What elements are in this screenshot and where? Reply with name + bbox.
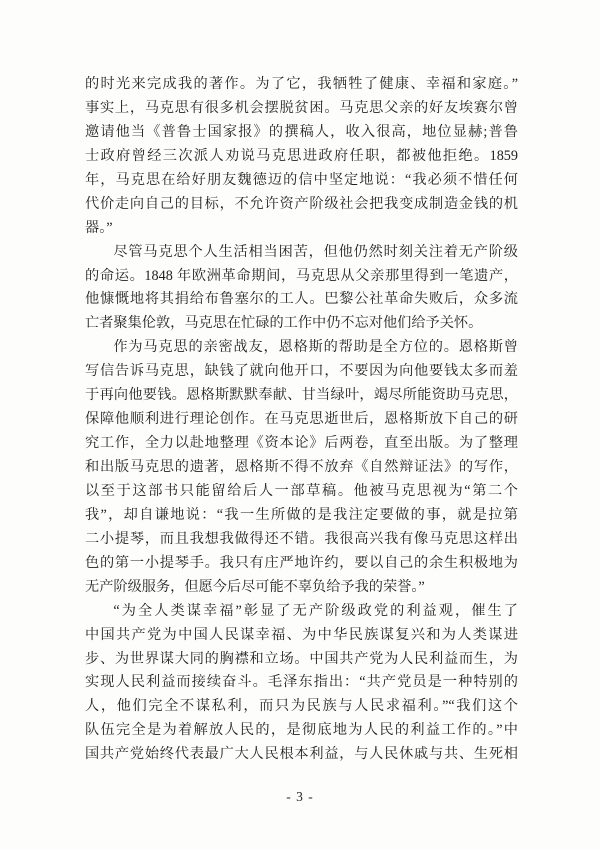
text-line: 作为马克思的亲密战友，恩格斯的帮助是全方位的。恩格斯曾 xyxy=(113,339,518,356)
text-line: 事实上，马克思有很多机会摆脱贫困。马克思父亲的好友埃赛尔曾 xyxy=(85,99,518,116)
text-line: 实现人民利益而接续奋斗。毛泽东指出：“共产党员是一种特别的 xyxy=(85,674,518,691)
text-line: 代价走向自己的目标，不允许资产阶级社会把我变成制造金钱的机 xyxy=(85,195,518,212)
text-line: 士政府曾经三次派人劝说马克思进政府任职，都被他拒绝。1859 xyxy=(85,147,518,164)
text-line: 他慷慨地将其捐给布鲁塞尔的工人。巴黎公社革命失败后，众多流 xyxy=(85,291,518,308)
text-line: 国共产党始终代表最广大人民根本利益，与人民休戚与共、生死相 xyxy=(85,746,518,763)
text-line: 二小提琴，而且我想我做得还不错。我很高兴我有像马克思这样出 xyxy=(85,530,518,547)
page-number: - 3 - xyxy=(286,789,314,804)
document-body xyxy=(85,73,518,767)
text-line: 以至于这部书只能留给后人一部草稿。他被马克思视为“第二个 xyxy=(85,482,518,499)
text-line: 无产阶级服务，但愿今后尽可能不辜负给予我的荣誉。” xyxy=(85,578,425,595)
text-line: 保障他顺利进行理论创作。在马克思逝世后，恩格斯放下自己的研 xyxy=(85,411,518,428)
text-line: 和出版马克思的遗著，恩格斯不得不放弃《自然辩证法》的写作， xyxy=(85,459,518,475)
text-line: 中国共产党为中国人民谋幸福、为中华民族谋复兴和为人类谋进 xyxy=(85,626,518,643)
text-line: 队伍完全是为着解放人民的，是彻底地为人民的利益工作的。”中 xyxy=(85,722,518,739)
text-line: 年，马克思在给好朋友魏德迈的信中坚定地说：“我必须不惜任何 xyxy=(85,171,518,188)
text-line: 人，他们完全不谋私利，而只为民族与人民求福利。”“我们这个 xyxy=(85,698,518,715)
text-line: 步、为世界谋大同的胸襟和立场。中国共产党为人民利益而生，为 xyxy=(85,650,518,667)
text-line: 亡者聚集伦敦，马克思在忙碌的工作中仍不忘对他们给予关怀。 xyxy=(85,315,483,332)
text-line: 我”，却自谦地说：“我一生所做的是我注定要做的事，就是拉第 xyxy=(85,506,518,523)
text-line: 尽管马克思个人生活相当困苦，但他仍然时刻关注着无产阶级 xyxy=(113,243,518,260)
text-line: 的时光来完成我的著作。为了它，我牺牲了健康、幸福和家庭。” xyxy=(85,76,518,92)
text-line: 色的第一小提琴手。我只有庄严地许约，要以自己的余生积极地为 xyxy=(85,554,518,571)
text-line: 器。” xyxy=(85,219,113,236)
text-line: 究工作，全力以赴地整理《资本论》后两卷，直至出版。为了整理 xyxy=(85,435,518,452)
text-line: “为全人类谋幸福”彰显了无产阶级政党的利益观，催生了 xyxy=(113,602,518,619)
text-line: 写信告诉马克思，缺钱了就向他开口，不要因为向他要钱太多而羞 xyxy=(85,363,518,380)
text-line: 的命运。1848 年欧洲革命期间，马克思从父亲那里得到一笔遗产， xyxy=(85,267,518,284)
text-line: 邀请他当《普鲁士国家报》的撰稿人，收入很高，地位显赫;普鲁 xyxy=(85,123,518,140)
text-line: 于再向他要钱。恩格斯默默奉献、甘当绿叶，竭尽所能资助马克思， xyxy=(85,387,518,404)
